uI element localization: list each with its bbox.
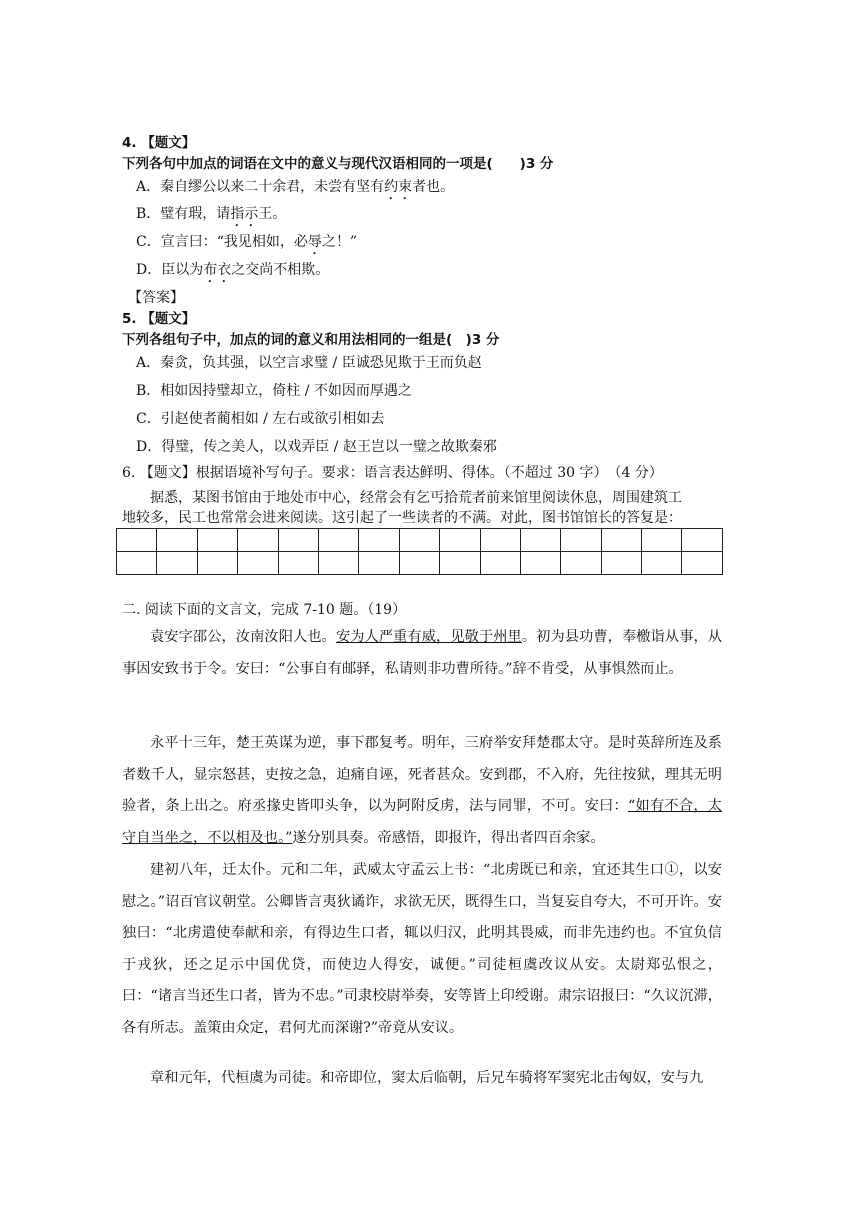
answer-cell[interactable] xyxy=(601,552,641,575)
q4-option-d: D．臣以为布衣之交尚不相欺。 xyxy=(136,262,330,278)
q4-answer-label: 【答案】 xyxy=(128,290,184,306)
answer-cell[interactable] xyxy=(238,529,278,552)
answer-cell[interactable] xyxy=(440,552,480,575)
answer-grid-row xyxy=(117,552,723,575)
q5-option-b: B．相如因持璧却立，倚柱 / 不如因而厚遇之 xyxy=(136,383,412,399)
q4-stem: 下列各句中加点的词语在文中的意义与现代汉语相同的一项是( )3 分 xyxy=(122,156,554,172)
answer-cell[interactable] xyxy=(561,529,601,552)
answer-cell[interactable] xyxy=(117,552,157,575)
answer-cell[interactable] xyxy=(399,529,439,552)
answer-cell[interactable] xyxy=(278,529,318,552)
answer-cell[interactable] xyxy=(642,529,682,552)
q4-option-c: C．宣言曰：“我见相如，必辱之！” xyxy=(136,234,358,250)
answer-grid-row xyxy=(117,529,723,552)
answer-cell[interactable] xyxy=(601,529,641,552)
q4-number: 4. 【题文】 xyxy=(122,135,196,151)
answer-cell[interactable] xyxy=(682,552,722,575)
answer-cell[interactable] xyxy=(359,552,399,575)
q5-option-c: C．引赵使者蔺相如 / 左右或欲引相如去 xyxy=(136,411,385,427)
answer-cell[interactable] xyxy=(318,552,358,575)
answer-cell[interactable] xyxy=(278,552,318,575)
answer-cell[interactable] xyxy=(520,552,560,575)
passage-paragraph-4: 章和元年，代桓虞为司徒。和帝即位，窦太后临朝，后兄车骑将军窦宪北击匈奴，安与九 xyxy=(150,1070,704,1086)
answer-cell[interactable] xyxy=(682,529,722,552)
answer-cell[interactable] xyxy=(520,529,560,552)
answer-cell[interactable] xyxy=(238,552,278,575)
q5-option-a: A．秦贪，负其强，以空言求璧 / 臣诚恐见欺于王而负赵 xyxy=(136,355,482,371)
q4-option-a: A．秦自缪公以来二十余君，未尝有坚有约束者也。 xyxy=(136,179,455,195)
answer-cell[interactable] xyxy=(480,529,520,552)
section2-heading: 二. 阅读下面的文言文，完成 7-10 题。（19） xyxy=(122,602,407,618)
answer-cell[interactable] xyxy=(197,529,237,552)
q6-context-line1: 据悉，某图书馆由于地处市中心，经常会有乞丐拾荒者前来馆里阅读休息，周围建筑工 xyxy=(150,490,682,506)
answer-cell[interactable] xyxy=(157,529,197,552)
q6-stem: 6. 【题文】根据语境补写句子。要求：语言表达鲜明、得体。（不超过 30 字） （4 分） xyxy=(122,465,663,481)
answer-cell[interactable] xyxy=(318,529,358,552)
q4-option-b: B．璧有瑕，请指示王。 xyxy=(136,206,287,222)
passage-paragraph-1: 袁安字邵公，汝南汝阳人也。安为人严重有威，见敬于州里。初为县功曹，奉檄诣从事，从事因安致书于令。安曰：“公事自有邮驿，私请则非功曹所待。”辞不肯受，从事惧然而止。 xyxy=(122,629,722,677)
answer-grid[interactable] xyxy=(116,528,723,575)
q5-option-d: D．得璧，传之美人，以戏弄臣 / 赵王岂以一璧之故欺秦邪 xyxy=(136,439,497,455)
answer-cell[interactable] xyxy=(197,552,237,575)
answer-cell[interactable] xyxy=(642,552,682,575)
answer-cell[interactable] xyxy=(359,529,399,552)
answer-cell[interactable] xyxy=(561,552,601,575)
q5-stem: 下列各组句子中，加点的词的意义和用法相同的一组是( )3 分 xyxy=(122,332,500,348)
answer-cell[interactable] xyxy=(440,529,480,552)
answer-cell[interactable] xyxy=(480,552,520,575)
q5-number: 5. 【题文】 xyxy=(122,311,196,327)
passage-paragraph-2: 永平十三年，楚王英谋为逆，事下郡复考。明年，三府举安拜楚郡太守。是时英辞所连及系者数千人，显宗怒甚，吏按之急，迫痛自诬，死者甚众。安到郡，不入府，先往按狱，理其无明验者，条上出之。府丞掾史皆叩头争，以为阿附反虏，法与同罪，不可。安曰：“如有不合，太守自当坐之，不以相及也。”遂分别具奏。帝感悟，即报许，得出者四百余家。 xyxy=(122,735,722,846)
answer-cell[interactable] xyxy=(117,529,157,552)
q6-context-line2: 地较多，民工也常常会进来阅读。这引起了一些读者的不满。对此，图书馆馆长的答复是： xyxy=(122,510,682,526)
passage-paragraph-3: 建初八年，迁太仆。元和二年，武威太守孟云上书：“北虏既已和亲，宜还其生口①，以安慰之。”诏百官议朝堂。公卿皆言夷狄谲诈，求欲无厌，既得生口，当复妄自夸大，不可开许。安独曰：“北虏遣使奉献和亲，有得边生口者，辄以归汉，此明其畏威，而非先违约也。不宜负信于戎狄，还之足示中国优贷，而使边人得安，诚便。”司徒桓虞改议从安。太尉郑弘恨之，曰：“诸言当还生口者，皆为不忠。”司隶校尉举奏，安等皆上印绶谢。肃宗诏报曰：“久议沉滞，各有所志。盖策由众定，君何尤而深谢?”帝竟从安议。 xyxy=(122,862,722,1036)
answer-cell[interactable] xyxy=(399,552,439,575)
answer-cell[interactable] xyxy=(157,552,197,575)
